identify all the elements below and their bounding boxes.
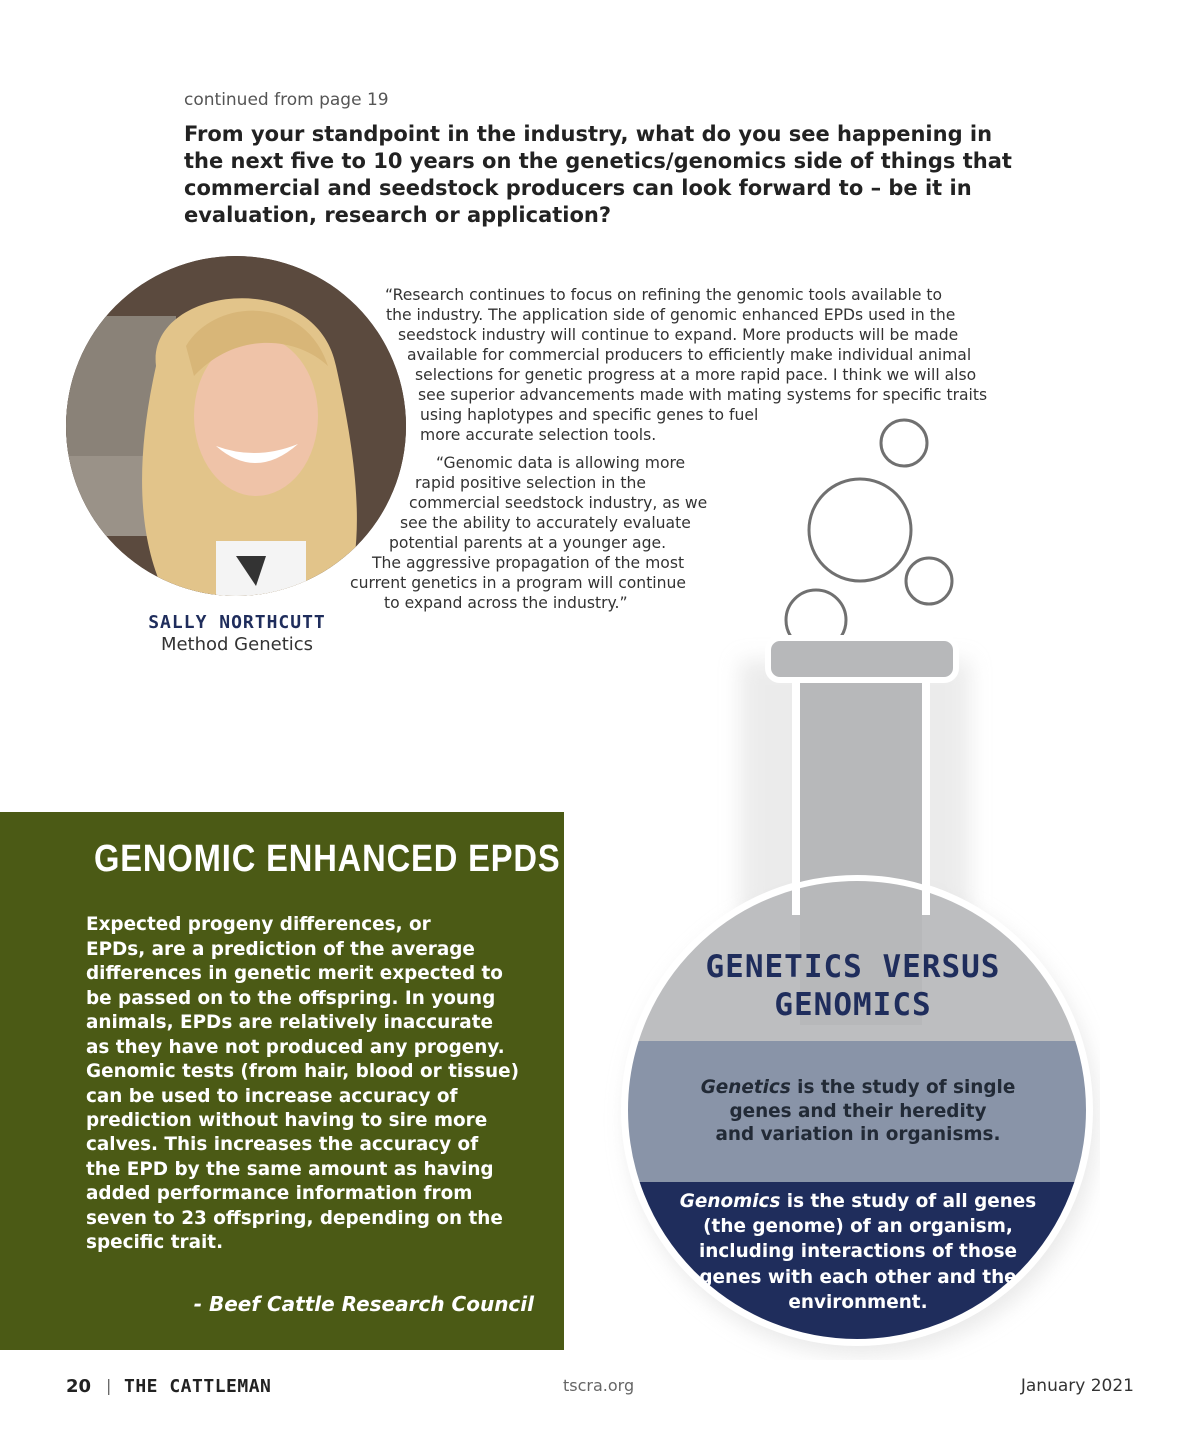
- flask-lip: [768, 638, 956, 680]
- quote-line: selections for genetic progress at a more rapid pace. I think we will also: [415, 366, 977, 384]
- question-line: evaluation, research or application?: [184, 203, 612, 227]
- epd-credit: - Beef Cattle Research Council: [193, 1292, 534, 1316]
- interview-question: [184, 121, 1014, 229]
- issue-date: January 2021: [1020, 1376, 1134, 1396]
- epd-line: specific trait.: [86, 1232, 224, 1253]
- portrait-illustration: [66, 256, 406, 596]
- epd-line: can be used to increase accuracy of: [86, 1086, 458, 1107]
- quote-line: see superior advancements made with mating systems for specific traits: [418, 386, 988, 404]
- question-line: the next five to 10 years on the genetics/genomics side of things that: [184, 149, 1012, 173]
- epd-line: seven to 23 offspring, depending on the: [86, 1208, 503, 1229]
- epd-line: animals, EPDs are relatively inaccurate: [86, 1012, 493, 1033]
- quote-line: more accurate selection tools.: [420, 426, 657, 444]
- definition-line: environment.: [788, 1292, 928, 1313]
- definition-line: is the study of all genes: [780, 1191, 1037, 1212]
- continued-note: continued from page 19: [184, 90, 389, 110]
- person-organization: Method Genetics: [160, 634, 314, 655]
- definition-line: including interactions of those: [698, 1241, 1017, 1262]
- epd-line: added performance information from: [86, 1183, 473, 1204]
- epd-line: differences in genetic merit expected to: [86, 963, 503, 984]
- bubble-icon: [881, 420, 927, 466]
- quote-line: available for commercial producers to efficiently make individual animal: [407, 346, 972, 364]
- bubble-icon: [906, 558, 952, 604]
- quote-line: The aggressive propagation of the most: [372, 554, 685, 572]
- definition-line: (the genome) of an organism,: [703, 1216, 1013, 1237]
- person-name: SALLY NORTHCUTT: [148, 612, 326, 633]
- epd-line: be passed on to the offspring. In young: [86, 988, 496, 1009]
- quote-line: using haplotypes and specific genes to fuel: [420, 406, 759, 424]
- page-number: 20: [66, 1376, 92, 1397]
- epd-line: calves. This increases the accuracy of: [86, 1134, 479, 1155]
- quote-line: see the ability to accurately evaluate: [400, 514, 691, 532]
- epd-line: the EPD by the same amount as having: [86, 1159, 494, 1180]
- genetics-vs-genomics-title: [690, 948, 1016, 1024]
- epd-line: EPDs, are a prediction of the average: [86, 939, 475, 960]
- quote-line: “Genomic data is allowing more: [436, 454, 686, 472]
- quote-line: rapid positive selection in the: [415, 474, 646, 492]
- website-link[interactable]: tscra.org: [563, 1376, 635, 1395]
- epd-line: Genomic tests (from hair, blood or tissue): [86, 1061, 520, 1082]
- definition-line: is the study of single: [790, 1077, 1016, 1098]
- title-line: GENETICS VERSUS: [705, 949, 1001, 985]
- bubble-icon: [809, 479, 911, 581]
- quote-line: “Research continues to focus on refining the genomic tools available to: [385, 286, 943, 304]
- definition-line: genes and their heredity: [729, 1101, 987, 1122]
- definition-line: and variation in organisms.: [715, 1124, 1001, 1145]
- epd-line: prediction without having to sire more: [86, 1110, 488, 1131]
- epd-title: GENOMIC ENHANCED EPDS: [94, 838, 561, 880]
- genomics-term: Genomics: [679, 1191, 781, 1212]
- question-line: From your standpoint in the industry, what do you see happening in: [184, 122, 993, 146]
- quote-line: to expand across the industry.”: [384, 594, 628, 612]
- quote-line: seedstock industry will continue to expand. More products will be made: [398, 326, 959, 344]
- quote-line: current genetics in a program will continue: [350, 574, 686, 592]
- title-line: GENOMICS: [774, 987, 932, 1023]
- epd-line: Expected progeny differences, or: [86, 914, 431, 935]
- genetics-term: Genetics: [700, 1077, 791, 1098]
- magazine-name: THE CATTLEMAN: [124, 1376, 272, 1397]
- quote-line: potential parents at a younger age.: [389, 534, 667, 552]
- quote-line: commercial seedstock industry, as we: [409, 494, 708, 512]
- question-line: commercial and seedstock producers can look forward to – be it in: [184, 176, 972, 200]
- footer-separator: |: [106, 1376, 112, 1395]
- definition-line: genes with each other and the: [699, 1267, 1017, 1288]
- portrait-photo: [66, 256, 406, 596]
- epd-line: as they have not produced any progeny.: [86, 1037, 505, 1058]
- quote-line: the industry. The application side of genomic enhanced EPDs used in the: [386, 306, 956, 324]
